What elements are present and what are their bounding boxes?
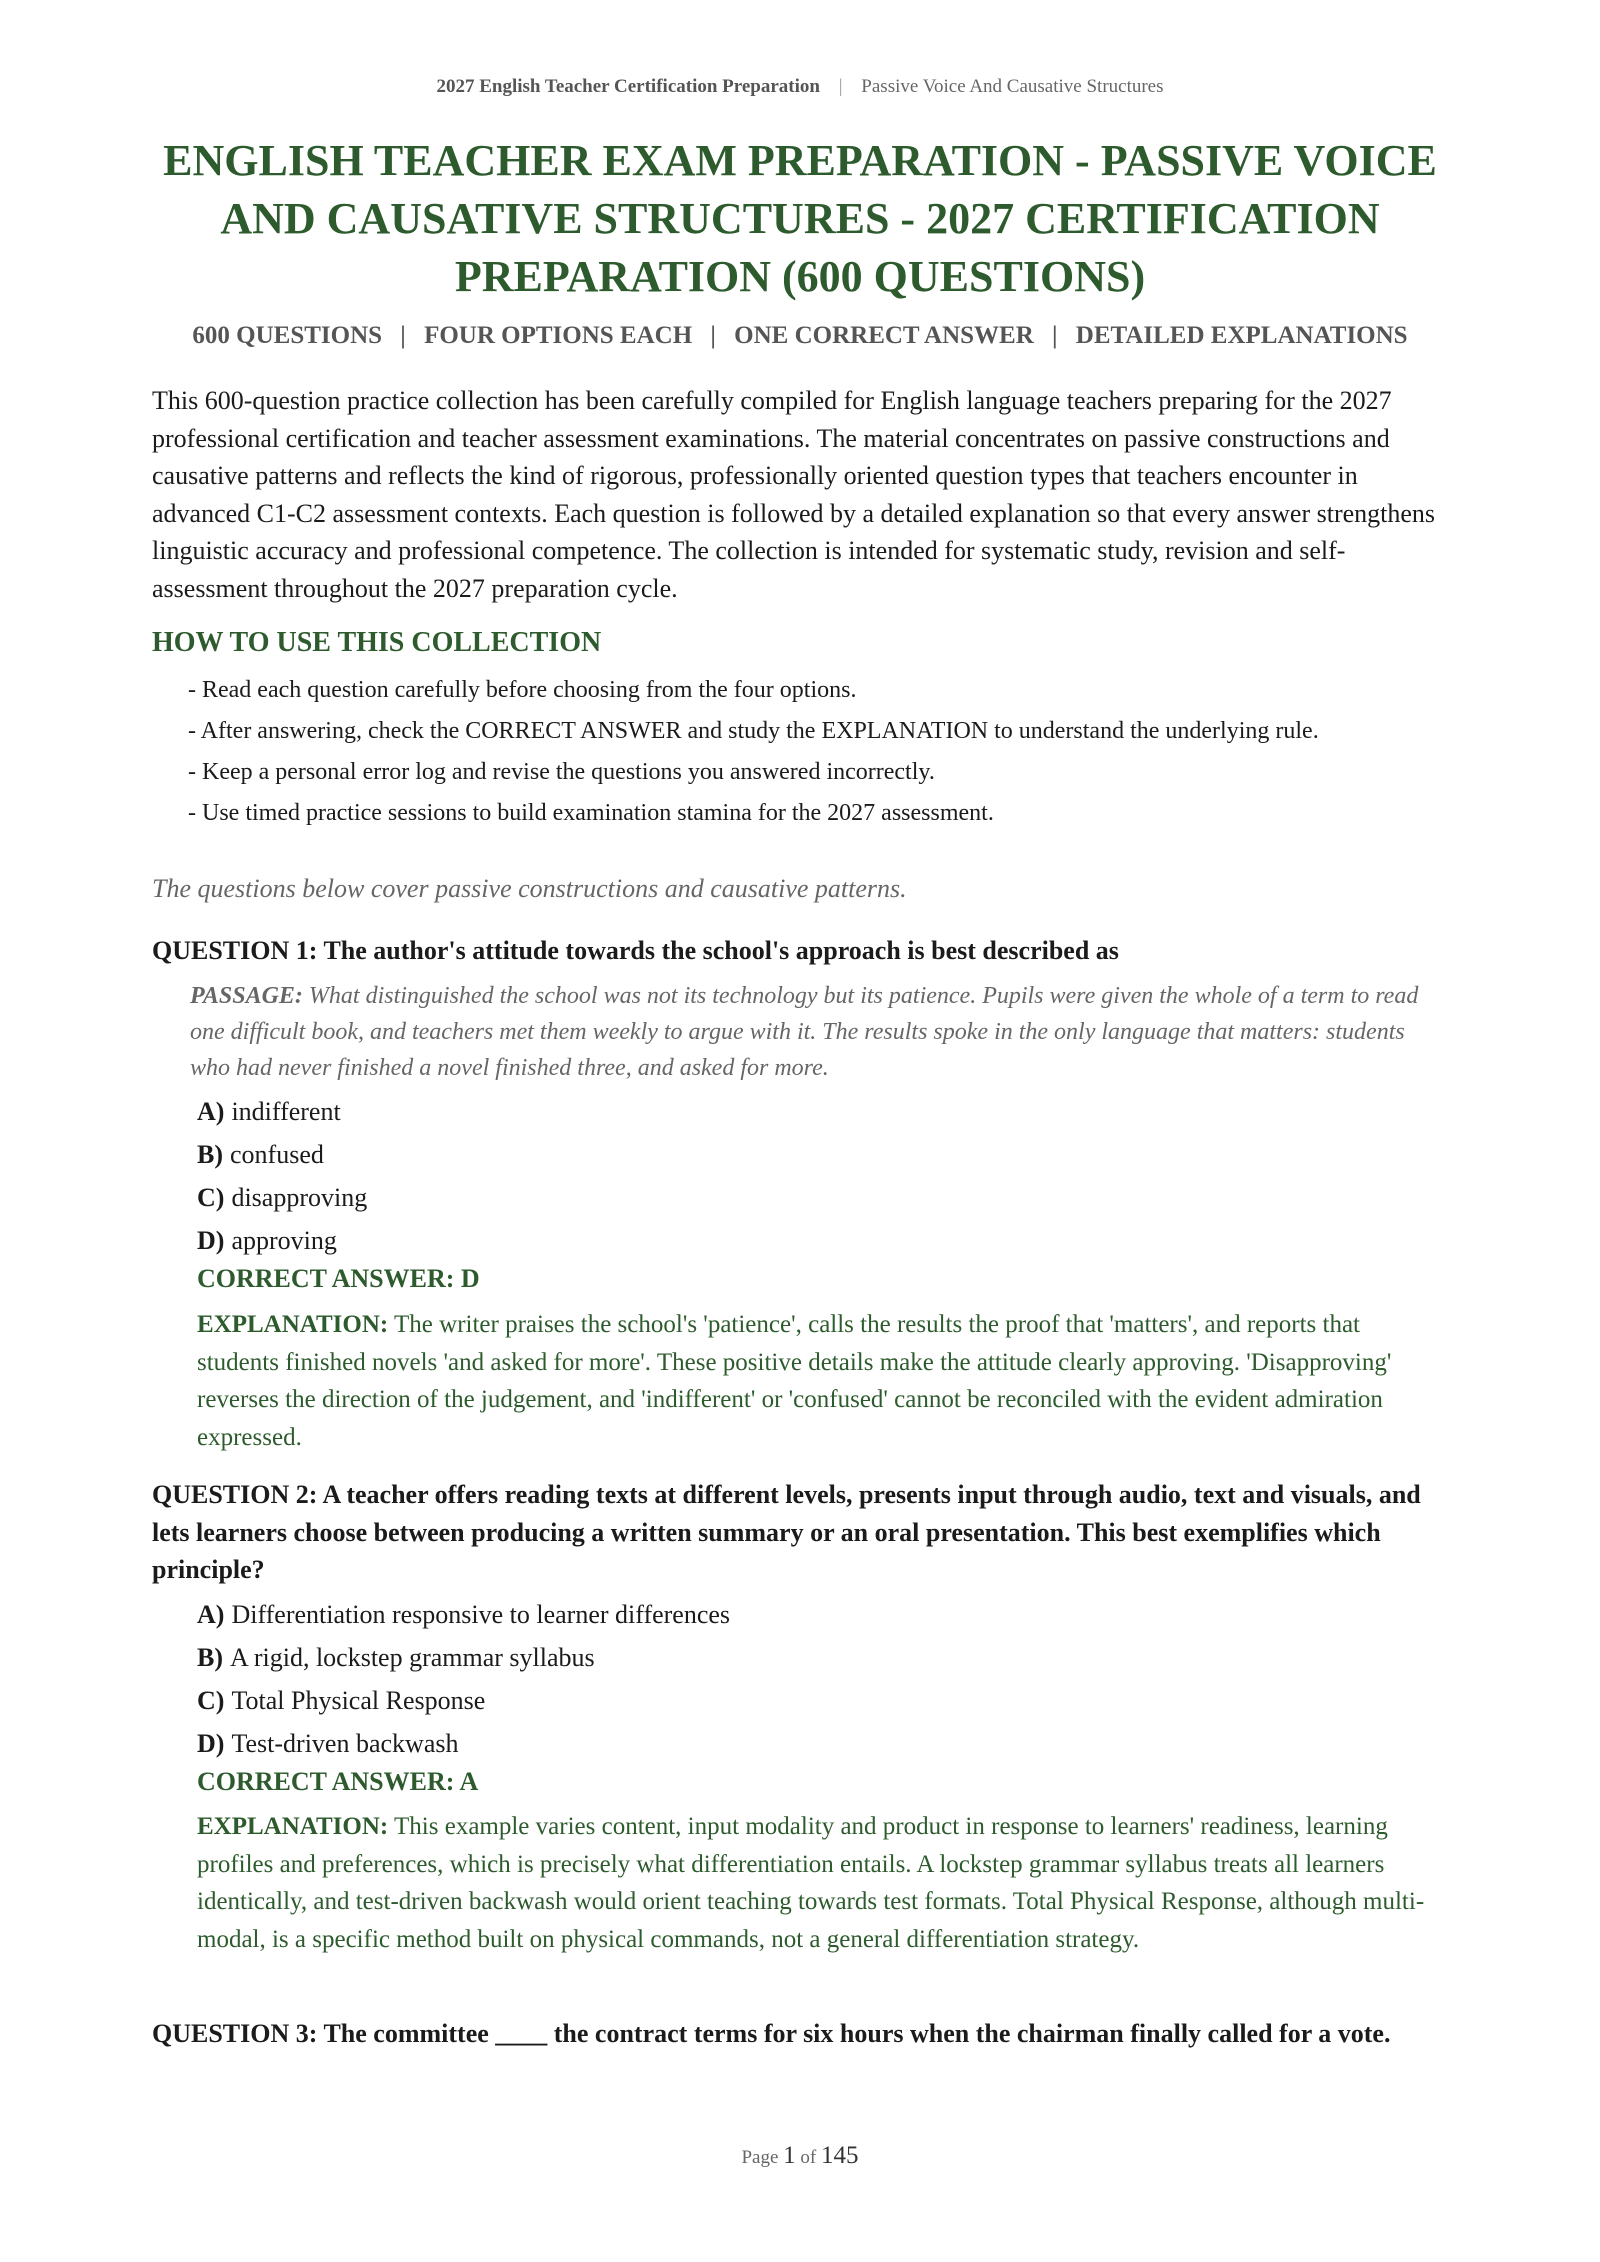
subheading-separator: | bbox=[400, 322, 406, 349]
how-to-use-list bbox=[170, 673, 1410, 837]
question-2-title: QUESTION 2: A teacher offers reading texts at different levels, presents input through audio, text and visuals, and lets learners choose between producing a written summary or an oral presentation. This best exemplifies which principle? bbox=[152, 1480, 1421, 1584]
option-a[interactable] bbox=[197, 1593, 730, 1636]
option-a[interactable] bbox=[197, 1090, 367, 1133]
list-item: - Keep a personal error log and revise the questions you answered incorrectly. bbox=[188, 759, 935, 785]
question-1-correct-answer: CORRECT ANSWER: D bbox=[197, 1264, 480, 1293]
list-item: - Use timed practice sessions to build examination stamina for the 2027 assessment. bbox=[188, 800, 994, 826]
option-b[interactable] bbox=[197, 1636, 730, 1679]
running-header bbox=[0, 76, 1600, 98]
header-separator: | bbox=[838, 76, 843, 97]
option-b[interactable] bbox=[197, 1133, 367, 1176]
option-text: confused bbox=[230, 1140, 324, 1169]
question-2-correct-answer: CORRECT ANSWER: A bbox=[197, 1767, 479, 1796]
intro-paragraph: This 600-question practice collection has been carefully compiled for English language teachers preparing for the 2027 professional certification and teacher assessment examinations. The material concentrates on passive constructions and causative patterns and reflects the kind of rigorous, professionally oriented question types that teachers encounter in advanced C1-C2 assessment contexts. Each question is followed by a detailed explanation so that every answer strengthens linguistic accuracy and professional competence. The collection is intended for systematic study, revision and self-assessment throughout the 2027 preparation cycle. bbox=[152, 386, 1436, 603]
option-text: disapproving bbox=[231, 1183, 368, 1212]
subheading bbox=[0, 322, 1600, 350]
question-1-passage bbox=[190, 978, 1440, 1086]
subheading-separator: | bbox=[710, 322, 716, 349]
page-number: 1 bbox=[783, 2142, 796, 2169]
passage-text: What distinguished the school was not its technology but its patience. Pupils were given the whole of a term to read one difficult book, and teachers met them weekly to argue with it. The results spoke in the only language that matters: students who had never finished a novel finished three, and asked for more. bbox=[190, 983, 1419, 1081]
option-letter: D) bbox=[197, 1729, 225, 1758]
option-text: Test-driven backwash bbox=[231, 1729, 459, 1758]
question-1-explanation bbox=[197, 1306, 1447, 1456]
how-to-use-heading: HOW TO USE THIS COLLECTION bbox=[152, 627, 602, 658]
subheading-item: DETAILED EXPLANATIONS bbox=[1075, 322, 1408, 349]
explanation-text: This example varies content, input modality and product in response to learners' readiness, learning profiles and preferences, which is precisely what differentiation entails. A lockstep grammar syllabus treats all learners identically, and test-driven backwash would orient teaching towards test formats. Total Physical Response, although multi-modal, is a specific method built on physical commands, not a general differentiation strategy. bbox=[197, 1813, 1425, 1953]
subheading-separator: | bbox=[1052, 322, 1058, 349]
coverage-note: The questions below cover passive constructions and causative patterns. bbox=[152, 874, 907, 903]
option-text: indifferent bbox=[231, 1097, 341, 1126]
subheading-item: FOUR OPTIONS EACH bbox=[424, 322, 693, 349]
page-footer bbox=[0, 2142, 1600, 2170]
explanation-label: EXPLANATION: bbox=[197, 1311, 389, 1338]
option-d[interactable] bbox=[197, 1722, 730, 1765]
of-label: of bbox=[800, 2147, 817, 2168]
option-letter: B) bbox=[197, 1140, 223, 1169]
option-d[interactable] bbox=[197, 1219, 367, 1262]
question-2-explanation bbox=[197, 1808, 1447, 1958]
option-text: approving bbox=[231, 1226, 337, 1255]
option-letter: C) bbox=[197, 1686, 225, 1715]
header-collection-title: 2027 English Teacher Certification Preparation bbox=[436, 76, 820, 97]
list-item: - Read each question carefully before choosing from the four options. bbox=[188, 677, 857, 703]
passage-label: PASSAGE: bbox=[190, 983, 303, 1009]
option-letter: D) bbox=[197, 1226, 225, 1255]
question-2-options bbox=[197, 1593, 730, 1765]
explanation-label: EXPLANATION: bbox=[197, 1813, 389, 1840]
question-3-title: QUESTION 3: The committee ____ the contract terms for six hours when the chairman finally called for a vote. bbox=[152, 2019, 1391, 2048]
explanation-text: The writer praises the school's 'patience', calls the results the proof that 'matters', and reports that students finished novels 'and asked for more'. These positive details make the attitude clearly approving. 'Disapproving' reverses the direction of the judgement, and 'indifferent' or 'confused' cannot be reconciled with the evident admiration expressed. bbox=[197, 1311, 1392, 1451]
option-text: A rigid, lockstep grammar syllabus bbox=[230, 1643, 595, 1672]
question-1-title: QUESTION 1: The author's attitude towards the school's approach is best described as bbox=[152, 936, 1119, 965]
option-letter: A) bbox=[197, 1097, 225, 1126]
option-letter: B) bbox=[197, 1643, 223, 1672]
option-c[interactable] bbox=[197, 1176, 367, 1219]
question-1-options bbox=[197, 1090, 367, 1262]
subheading-item: ONE CORRECT ANSWER bbox=[734, 322, 1034, 349]
option-letter: A) bbox=[197, 1600, 225, 1629]
page-label: Page bbox=[741, 2147, 779, 2168]
option-letter: C) bbox=[197, 1183, 225, 1212]
subheading-item: 600 QUESTIONS bbox=[192, 322, 383, 349]
option-text: Differentiation responsive to learner differences bbox=[231, 1600, 731, 1629]
document-title: ENGLISH TEACHER EXAM PREPARATION - PASSIVE VOICE AND CAUSATIVE STRUCTURES - 2027 CERTIFICATION PREPARATION (600 QUESTIONS) bbox=[163, 136, 1437, 301]
header-topic: Passive Voice And Causative Structures bbox=[861, 76, 1164, 97]
list-item: - After answering, check the CORRECT ANSWER and study the EXPLANATION to understand the underlying rule. bbox=[188, 718, 1319, 744]
total-pages: 145 bbox=[821, 2142, 859, 2169]
option-c[interactable] bbox=[197, 1679, 730, 1722]
option-text: Total Physical Response bbox=[231, 1686, 486, 1715]
